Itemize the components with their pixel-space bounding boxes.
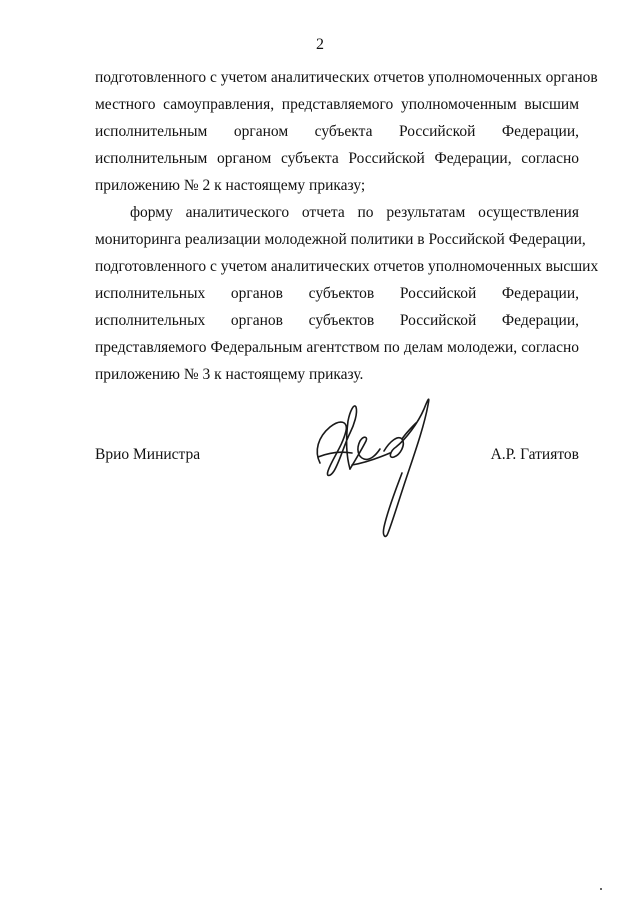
paragraph-2-line-1: форму аналитического отчета по результатам осуществления xyxy=(130,204,579,221)
paragraph-1-line-4: исполнительным органом субъекта Российской Федерации, согласно xyxy=(95,150,579,167)
paragraph-2-line-3: подготовленного с учетом аналитических отчетов уполномоченных высших xyxy=(95,258,599,275)
paragraph-1-line-1: подготовленного с учетом аналитических отчетов уполномоченных органов xyxy=(95,69,598,86)
paragraph-2-line-5: исполнительных органов субъектов Российской Федерации, xyxy=(95,312,579,329)
paragraph-1-line-2: местного самоуправления, представляемого уполномоченным высшим xyxy=(95,96,579,113)
page-number: 2 xyxy=(316,36,324,53)
paragraph-2-line-2: мониторинга реализации молодежной политики в Российской Федерации, xyxy=(95,231,586,248)
paragraph-2-line-4: исполнительных органов субъектов Российской Федерации, xyxy=(95,285,579,302)
paragraph-1-line-3: исполнительным органом субъекта Российской Федерации, xyxy=(95,123,579,140)
signer-title: Врио Министра xyxy=(95,446,201,463)
document-body xyxy=(95,64,599,388)
paragraph-1-line-5: приложению № 2 к настоящему приказу; xyxy=(95,177,366,194)
paragraph-2-line-7: приложению № 3 к настоящему приказу. xyxy=(95,366,364,383)
scan-speck xyxy=(600,888,602,890)
handwritten-signature xyxy=(306,393,456,543)
signer-name: А.Р. Гатиятов xyxy=(490,446,579,463)
paragraph-2-line-6: представляемого Федеральным агентством по делам молодежи, согласно xyxy=(95,339,579,356)
